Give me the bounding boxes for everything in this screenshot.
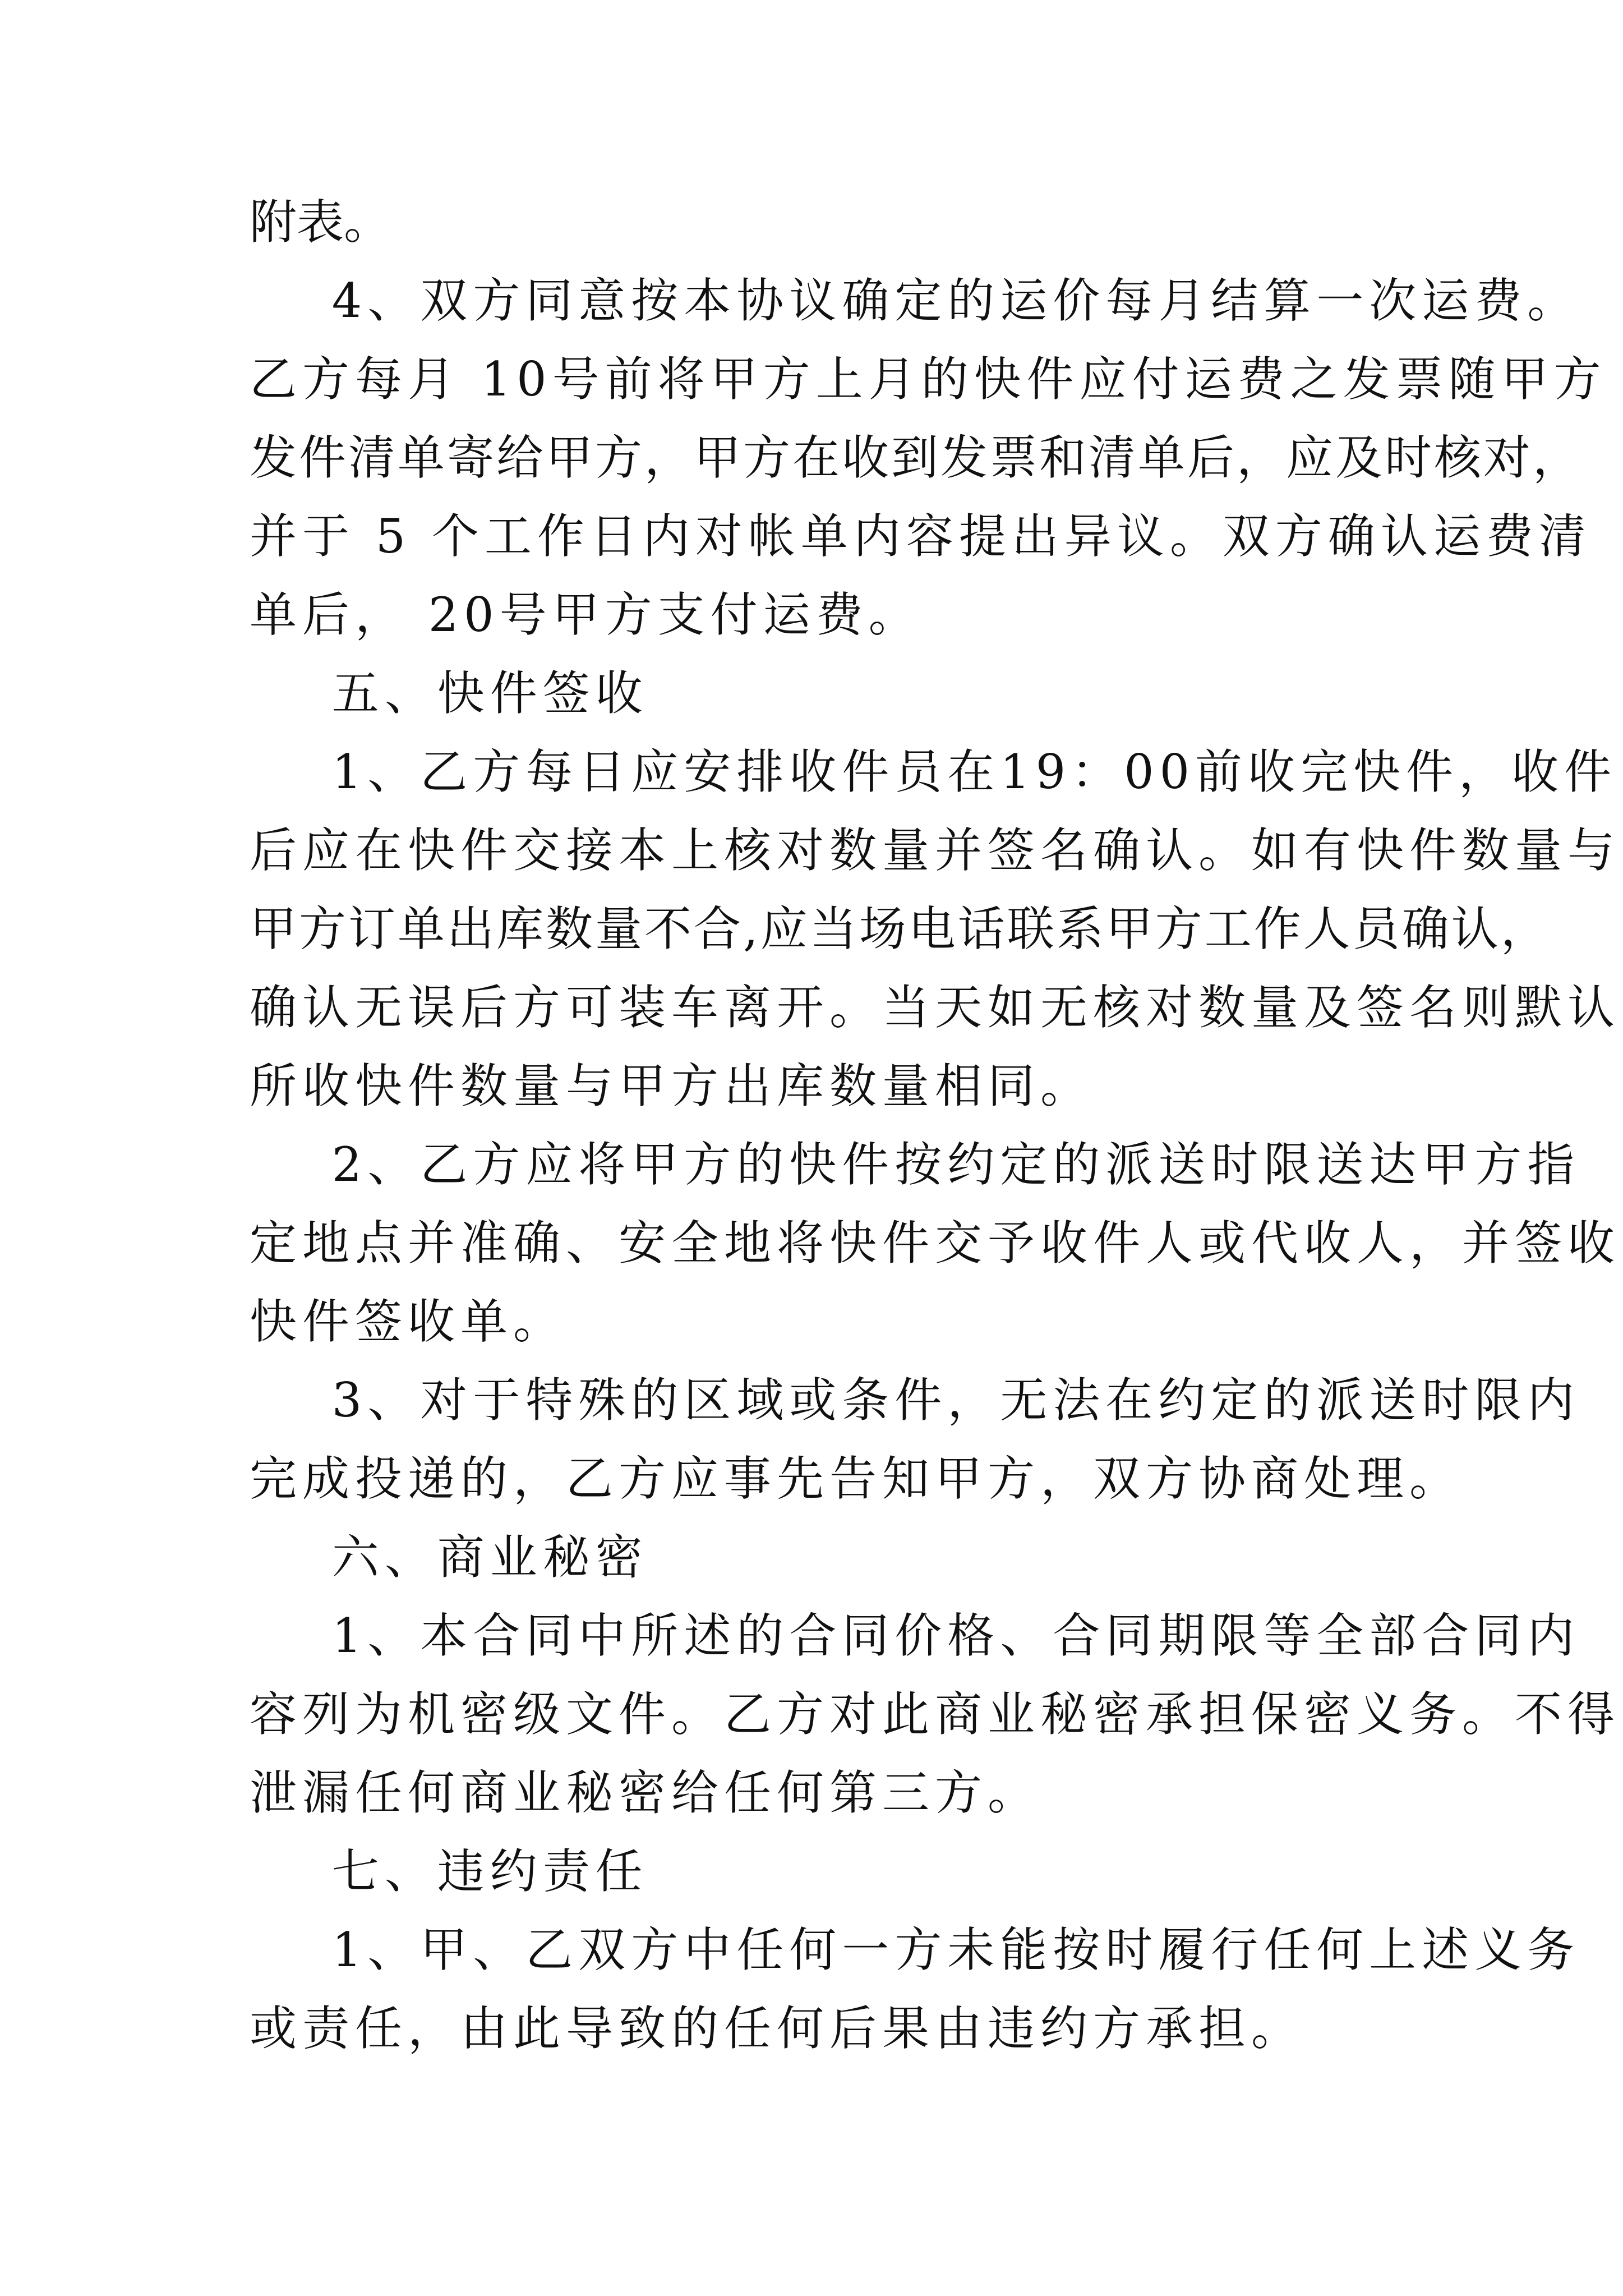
text-line: 快件签收单。 (250, 1294, 566, 1349)
text-line: 发件清单寄给甲方，甲方在收到发票和清单后，应及时核对， (250, 430, 1583, 485)
text-line: 容列为机密级文件。乙方对此商业秘密承担保密义务。不得 (250, 1687, 1621, 1742)
text-line: 定地点并准确、安全地将快件交予收件人或代收人，并签收 (250, 1216, 1621, 1271)
text-line: 3、对于特殊的区域或条件，无法在约定的派送时限内 (250, 1373, 1580, 1428)
text-line: 1、本合同中所述的合同价格、合同期限等全部合同内 (250, 1608, 1580, 1663)
text-line: 并于 5 个工作日内对帐单内容提出异议。双方确认运费清 (250, 509, 1592, 564)
text-line: 1、甲、乙双方中任何一方未能按时履行任何上述义务 (250, 1922, 1580, 1977)
text-line: 泄漏任何商业秘密给任何第三方。 (250, 1765, 1041, 1820)
section-heading: 五、快件签收 (250, 666, 648, 721)
text-line: 乙方每月 10号前将甲方上月的快件应付运费之发票随甲方 (250, 352, 1607, 407)
text-line: 4、双方同意按本协议确定的运价每月结算一次运费。 (250, 273, 1580, 328)
text-line: 附表。 (250, 195, 391, 250)
text-line: 甲方订单出库数量不合,应当场电话联系甲方工作人员确认， (250, 901, 1550, 956)
text-line: 1、乙方每日应安排收件员在19：00前收完快件，收件 (250, 744, 1617, 799)
text-line: 单后， 20号甲方支付运费。 (250, 587, 921, 642)
text-line: 所收快件数量与甲方出库数量相同。 (250, 1059, 1094, 1114)
document-page (250, 183, 1621, 2068)
text-line: 完成投递的，乙方应事先告知甲方，双方协商处理。 (250, 1451, 1463, 1506)
text-line: 或责任，由此导致的任何后果由违约方承担。 (250, 2001, 1304, 2056)
text-line: 确认无误后方可装车离开。当天如无核对数量及签名则默认 (250, 980, 1621, 1035)
section-heading: 六、商业秘密 (250, 1530, 648, 1585)
section-heading: 七、违约责任 (250, 1844, 648, 1899)
text-line: 后应在快件交接本上核对数量并签名确认。如有快件数量与 (250, 823, 1621, 878)
text-line: 2、乙方应将甲方的快件按约定的派送时限送达甲方指 (250, 1137, 1580, 1192)
